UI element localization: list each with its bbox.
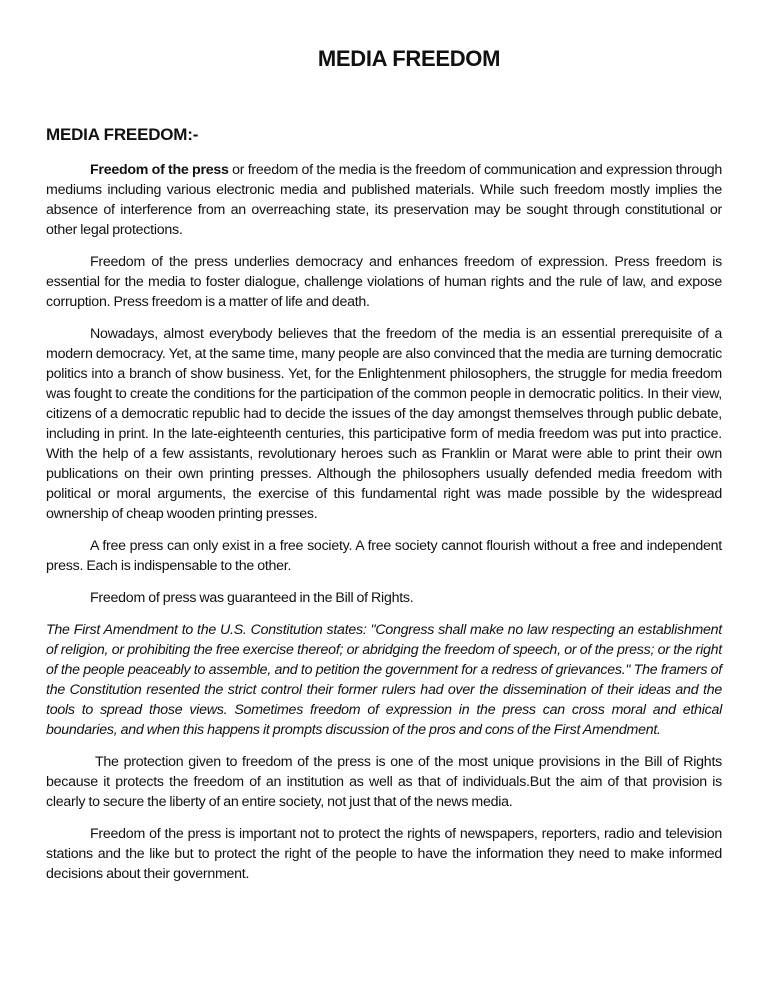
paragraph-first-amendment: The First Amendment to the U.S. Constitution states: "Congress shall make no law respecting an establishment of religion, or prohibiting the free exercise thereof; or abridging the freedom of speech, or of the press; or the right of the people peaceably to assemble, and to petition the government for a redress of grievances." The framers of the Constitution resented the strict control their former rulers had over the dissemination of their ideas and the tools to spread those views. Sometimes freedom of expression in the press can cross moral and ethical boundaries, and when this happens it prompts discussion of the pros and cons of the First Amendment. (46, 622, 722, 738)
paragraph-free-society: A free press can only exist in a free society. A free society cannot flourish without a free and independent press. Each is indispensable to the other. (46, 538, 722, 574)
body-text (46, 160, 722, 896)
section-heading: MEDIA FREEDOM:- (46, 125, 199, 144)
paragraph-democracy: Freedom of the press underlies democracy and enhances freedom of expression. Press freedom is essential for the media to foster dialogue, challenge violations of human rights and the rule of law, and expose corruption. Press freedom is a matter of life and death. (46, 254, 722, 310)
paragraph-enlightenment: Nowadays, almost everybody believes that the freedom of the media is an essential prerequisite of a modern democracy. Yet, at the same time, many people are also convinced that the media are turning democratic politics into a branch of show business. Yet, for the Enlightenment philosophers, the struggle for media freedom was fought to create the conditions for the participation of the common people in democratic politics. In their view, citizens of a democratic republic had to decide the issues of the day amongst themselves through public debate, including in print. In the late-eighteenth centuries, this participative form of media freedom was put into practice. With the help of a few assistants, revolutionary heroes such as Franklin or Marat were able to print their own publications on their own printing presses. Although the philosophers usually defended media freedom with political or moral arguments, the exercise of this fundamental right was made possible by the widespread ownership of cheap wooden printing presses. (46, 326, 722, 522)
bold-term: Freedom of the press (90, 162, 229, 178)
document-title: MEDIA FREEDOM (317, 46, 501, 71)
paragraph-importance: Freedom of the press is important not to protect the rights of newspapers, reporters, radio and television stations and the like but to protect the right of the people to have the information they need to make informed decisions about their government. (46, 826, 722, 882)
paragraph-protection: The protection given to freedom of the press is one of the most unique provisions in the Bill of Rights because it protects the freedom of an institution as well as that of individuals.But the aim of that provision is clearly to secure the liberty of an entire society, not just that of the news media. (46, 754, 722, 810)
paragraph-bill-of-rights: Freedom of press was guaranteed in the Bill of Rights. (90, 590, 414, 606)
paragraph-text: or freedom of the media is the freedom of communication and expression through mediums including various electronic media and published materials. While such freedom mostly implies the absence of interference from an overreaching state, its preservation may be sought through constitutional or other legal protections. (46, 162, 722, 238)
paragraph-definition (46, 160, 722, 240)
